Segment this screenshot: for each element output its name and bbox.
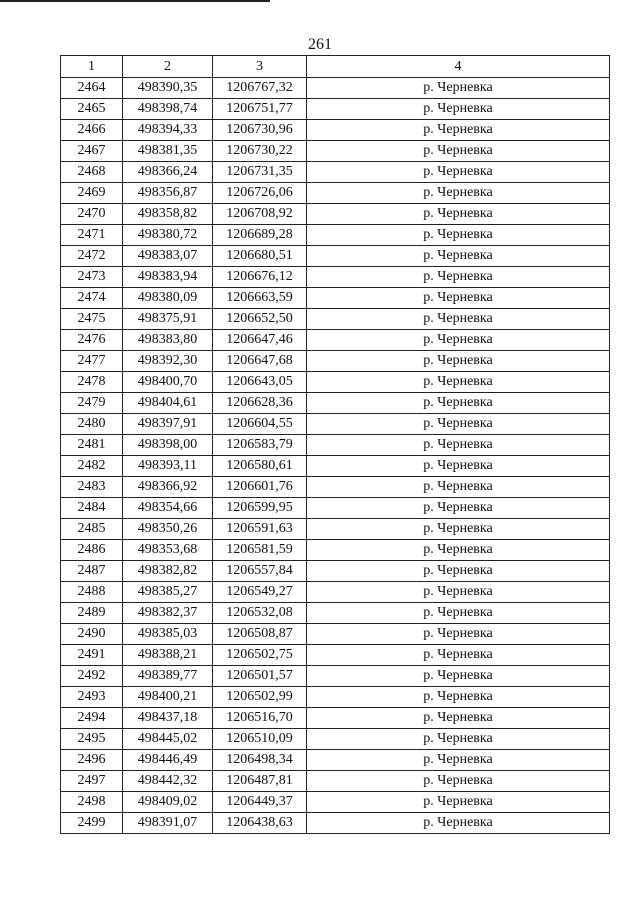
point-number-cell: 2481 bbox=[61, 435, 123, 456]
description-cell: р. Черневка bbox=[307, 561, 610, 582]
table-row bbox=[61, 477, 610, 498]
description-cell: р. Черневка bbox=[307, 351, 610, 372]
x-coordinate-cell: 498392,30 bbox=[123, 351, 213, 372]
description-cell: р. Черневка bbox=[307, 477, 610, 498]
table-row bbox=[61, 204, 610, 225]
table-row bbox=[61, 645, 610, 666]
top-border-line bbox=[0, 0, 270, 2]
x-coordinate-cell: 498445,02 bbox=[123, 729, 213, 750]
description-cell: р. Черневка bbox=[307, 99, 610, 120]
column-header-4: 4 bbox=[307, 56, 610, 78]
y-coordinate-cell: 1206581,59 bbox=[213, 540, 307, 561]
y-coordinate-cell: 1206730,22 bbox=[213, 141, 307, 162]
description-cell: р. Черневка bbox=[307, 141, 610, 162]
x-coordinate-cell: 498404,61 bbox=[123, 393, 213, 414]
table-row bbox=[61, 561, 610, 582]
x-coordinate-cell: 498385,27 bbox=[123, 582, 213, 603]
description-cell: р. Черневка bbox=[307, 792, 610, 813]
coordinates-table bbox=[60, 55, 610, 834]
y-coordinate-cell: 1206549,27 bbox=[213, 582, 307, 603]
point-number-cell: 2482 bbox=[61, 456, 123, 477]
description-cell: р. Черневка bbox=[307, 456, 610, 477]
point-number-cell: 2464 bbox=[61, 78, 123, 99]
table-row bbox=[61, 225, 610, 246]
table-row bbox=[61, 183, 610, 204]
table-row bbox=[61, 393, 610, 414]
table-row bbox=[61, 330, 610, 351]
point-number-cell: 2470 bbox=[61, 204, 123, 225]
header-row bbox=[61, 56, 610, 78]
description-cell: р. Черневка bbox=[307, 246, 610, 267]
point-number-cell: 2474 bbox=[61, 288, 123, 309]
point-number-cell: 2498 bbox=[61, 792, 123, 813]
table-row bbox=[61, 141, 610, 162]
table-row bbox=[61, 120, 610, 141]
y-coordinate-cell: 1206502,75 bbox=[213, 645, 307, 666]
description-cell: р. Черневка bbox=[307, 708, 610, 729]
y-coordinate-cell: 1206601,76 bbox=[213, 477, 307, 498]
table-row bbox=[61, 309, 610, 330]
y-coordinate-cell: 1206510,09 bbox=[213, 729, 307, 750]
y-coordinate-cell: 1206652,50 bbox=[213, 309, 307, 330]
table-row bbox=[61, 435, 610, 456]
x-coordinate-cell: 498437,18 bbox=[123, 708, 213, 729]
x-coordinate-cell: 498390,35 bbox=[123, 78, 213, 99]
table-row bbox=[61, 288, 610, 309]
y-coordinate-cell: 1206502,99 bbox=[213, 687, 307, 708]
point-number-cell: 2494 bbox=[61, 708, 123, 729]
x-coordinate-cell: 498383,94 bbox=[123, 267, 213, 288]
point-number-cell: 2492 bbox=[61, 666, 123, 687]
y-coordinate-cell: 1206516,70 bbox=[213, 708, 307, 729]
table-body bbox=[61, 78, 610, 834]
column-header-3: 3 bbox=[213, 56, 307, 78]
y-coordinate-cell: 1206643,05 bbox=[213, 372, 307, 393]
description-cell: р. Черневка bbox=[307, 771, 610, 792]
table-row bbox=[61, 687, 610, 708]
point-number-cell: 2478 bbox=[61, 372, 123, 393]
point-number-cell: 2483 bbox=[61, 477, 123, 498]
x-coordinate-cell: 498354,66 bbox=[123, 498, 213, 519]
y-coordinate-cell: 1206591,63 bbox=[213, 519, 307, 540]
x-coordinate-cell: 498383,07 bbox=[123, 246, 213, 267]
x-coordinate-cell: 498382,37 bbox=[123, 603, 213, 624]
description-cell: р. Черневка bbox=[307, 666, 610, 687]
point-number-cell: 2476 bbox=[61, 330, 123, 351]
table-row bbox=[61, 372, 610, 393]
point-number-cell: 2479 bbox=[61, 393, 123, 414]
x-coordinate-cell: 498366,92 bbox=[123, 477, 213, 498]
point-number-cell: 2477 bbox=[61, 351, 123, 372]
description-cell: р. Черневка bbox=[307, 729, 610, 750]
point-number-cell: 2497 bbox=[61, 771, 123, 792]
y-coordinate-cell: 1206689,28 bbox=[213, 225, 307, 246]
point-number-cell: 2485 bbox=[61, 519, 123, 540]
description-cell: р. Черневка bbox=[307, 78, 610, 99]
description-cell: р. Черневка bbox=[307, 750, 610, 771]
page-number: 261 bbox=[308, 36, 332, 53]
point-number-cell: 2496 bbox=[61, 750, 123, 771]
point-number-cell: 2490 bbox=[61, 624, 123, 645]
description-cell: р. Черневка bbox=[307, 225, 610, 246]
description-cell: р. Черневка bbox=[307, 162, 610, 183]
y-coordinate-cell: 1206751,77 bbox=[213, 99, 307, 120]
x-coordinate-cell: 498442,32 bbox=[123, 771, 213, 792]
y-coordinate-cell: 1206708,92 bbox=[213, 204, 307, 225]
point-number-cell: 2471 bbox=[61, 225, 123, 246]
point-number-cell: 2499 bbox=[61, 813, 123, 834]
y-coordinate-cell: 1206604,55 bbox=[213, 414, 307, 435]
x-coordinate-cell: 498366,24 bbox=[123, 162, 213, 183]
x-coordinate-cell: 498389,77 bbox=[123, 666, 213, 687]
description-cell: р. Черневка bbox=[307, 120, 610, 141]
description-cell: р. Черневка bbox=[307, 393, 610, 414]
y-coordinate-cell: 1206676,12 bbox=[213, 267, 307, 288]
y-coordinate-cell: 1206532,08 bbox=[213, 603, 307, 624]
point-number-cell: 2495 bbox=[61, 729, 123, 750]
x-coordinate-cell: 498375,91 bbox=[123, 309, 213, 330]
y-coordinate-cell: 1206730,96 bbox=[213, 120, 307, 141]
point-number-cell: 2493 bbox=[61, 687, 123, 708]
x-coordinate-cell: 498356,87 bbox=[123, 183, 213, 204]
point-number-cell: 2480 bbox=[61, 414, 123, 435]
x-coordinate-cell: 498381,35 bbox=[123, 141, 213, 162]
table-row bbox=[61, 666, 610, 687]
x-coordinate-cell: 498400,21 bbox=[123, 687, 213, 708]
description-cell: р. Черневка bbox=[307, 267, 610, 288]
description-cell: р. Черневка bbox=[307, 687, 610, 708]
description-cell: р. Черневка bbox=[307, 372, 610, 393]
point-number-cell: 2475 bbox=[61, 309, 123, 330]
point-number-cell: 2467 bbox=[61, 141, 123, 162]
x-coordinate-cell: 498446,49 bbox=[123, 750, 213, 771]
y-coordinate-cell: 1206583,79 bbox=[213, 435, 307, 456]
point-number-cell: 2491 bbox=[61, 645, 123, 666]
x-coordinate-cell: 498393,11 bbox=[123, 456, 213, 477]
table-row bbox=[61, 78, 610, 99]
y-coordinate-cell: 1206663,59 bbox=[213, 288, 307, 309]
x-coordinate-cell: 498397,91 bbox=[123, 414, 213, 435]
table-row bbox=[61, 708, 610, 729]
column-header-2: 2 bbox=[123, 56, 213, 78]
description-cell: р. Черневка bbox=[307, 645, 610, 666]
table-row bbox=[61, 624, 610, 645]
table-row bbox=[61, 414, 610, 435]
point-number-cell: 2472 bbox=[61, 246, 123, 267]
table-row bbox=[61, 792, 610, 813]
table-row bbox=[61, 540, 610, 561]
y-coordinate-cell: 1206599,95 bbox=[213, 498, 307, 519]
table-row bbox=[61, 267, 610, 288]
y-coordinate-cell: 1206580,61 bbox=[213, 456, 307, 477]
y-coordinate-cell: 1206647,46 bbox=[213, 330, 307, 351]
description-cell: р. Черневка bbox=[307, 582, 610, 603]
y-coordinate-cell: 1206628,36 bbox=[213, 393, 307, 414]
y-coordinate-cell: 1206680,51 bbox=[213, 246, 307, 267]
table-row bbox=[61, 582, 610, 603]
point-number-cell: 2468 bbox=[61, 162, 123, 183]
y-coordinate-cell: 1206767,32 bbox=[213, 78, 307, 99]
y-coordinate-cell: 1206508,87 bbox=[213, 624, 307, 645]
x-coordinate-cell: 498398,00 bbox=[123, 435, 213, 456]
x-coordinate-cell: 498385,03 bbox=[123, 624, 213, 645]
y-coordinate-cell: 1206726,06 bbox=[213, 183, 307, 204]
x-coordinate-cell: 498400,70 bbox=[123, 372, 213, 393]
x-coordinate-cell: 498382,82 bbox=[123, 561, 213, 582]
x-coordinate-cell: 498358,82 bbox=[123, 204, 213, 225]
table-row bbox=[61, 162, 610, 183]
x-coordinate-cell: 498380,72 bbox=[123, 225, 213, 246]
description-cell: р. Черневка bbox=[307, 435, 610, 456]
x-coordinate-cell: 498394,33 bbox=[123, 120, 213, 141]
table-row bbox=[61, 498, 610, 519]
point-number-cell: 2466 bbox=[61, 120, 123, 141]
table-header bbox=[61, 56, 610, 78]
point-number-cell: 2489 bbox=[61, 603, 123, 624]
description-cell: р. Черневка bbox=[307, 414, 610, 435]
description-cell: р. Черневка bbox=[307, 204, 610, 225]
description-cell: р. Черневка bbox=[307, 624, 610, 645]
point-number-cell: 2473 bbox=[61, 267, 123, 288]
x-coordinate-cell: 498409,02 bbox=[123, 792, 213, 813]
description-cell: р. Черневка bbox=[307, 540, 610, 561]
y-coordinate-cell: 1206731,35 bbox=[213, 162, 307, 183]
y-coordinate-cell: 1206501,57 bbox=[213, 666, 307, 687]
x-coordinate-cell: 498388,21 bbox=[123, 645, 213, 666]
description-cell: р. Черневка bbox=[307, 309, 610, 330]
point-number-cell: 2484 bbox=[61, 498, 123, 519]
y-coordinate-cell: 1206557,84 bbox=[213, 561, 307, 582]
y-coordinate-cell: 1206449,37 bbox=[213, 792, 307, 813]
table-row bbox=[61, 519, 610, 540]
table-row bbox=[61, 456, 610, 477]
x-coordinate-cell: 498383,80 bbox=[123, 330, 213, 351]
description-cell: р. Черневка bbox=[307, 288, 610, 309]
table-row bbox=[61, 750, 610, 771]
point-number-cell: 2486 bbox=[61, 540, 123, 561]
table-row bbox=[61, 813, 610, 834]
table-row bbox=[61, 729, 610, 750]
y-coordinate-cell: 1206487,81 bbox=[213, 771, 307, 792]
table-row bbox=[61, 771, 610, 792]
y-coordinate-cell: 1206438,63 bbox=[213, 813, 307, 834]
point-number-cell: 2487 bbox=[61, 561, 123, 582]
description-cell: р. Черневка bbox=[307, 603, 610, 624]
point-number-cell: 2465 bbox=[61, 99, 123, 120]
x-coordinate-cell: 498350,26 bbox=[123, 519, 213, 540]
description-cell: р. Черневка bbox=[307, 813, 610, 834]
y-coordinate-cell: 1206498,34 bbox=[213, 750, 307, 771]
x-coordinate-cell: 498353,68 bbox=[123, 540, 213, 561]
table-row bbox=[61, 246, 610, 267]
x-coordinate-cell: 498391,07 bbox=[123, 813, 213, 834]
column-header-1: 1 bbox=[61, 56, 123, 78]
y-coordinate-cell: 1206647,68 bbox=[213, 351, 307, 372]
description-cell: р. Черневка bbox=[307, 519, 610, 540]
x-coordinate-cell: 498398,74 bbox=[123, 99, 213, 120]
x-coordinate-cell: 498380,09 bbox=[123, 288, 213, 309]
point-number-cell: 2469 bbox=[61, 183, 123, 204]
point-number-cell: 2488 bbox=[61, 582, 123, 603]
table-row bbox=[61, 99, 610, 120]
description-cell: р. Черневка bbox=[307, 183, 610, 204]
description-cell: р. Черневка bbox=[307, 498, 610, 519]
table-row bbox=[61, 603, 610, 624]
description-cell: р. Черневка bbox=[307, 330, 610, 351]
table-row bbox=[61, 351, 610, 372]
